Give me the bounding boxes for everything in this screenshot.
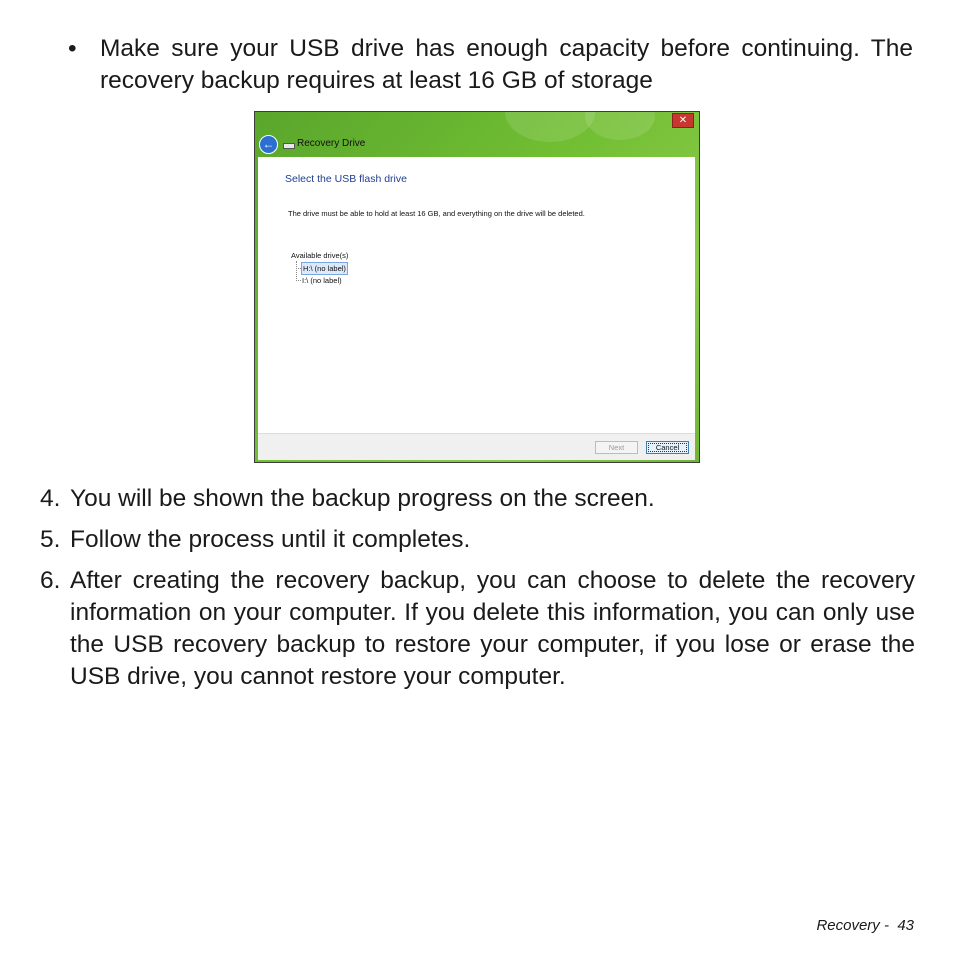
drive-item-h[interactable]: H:\ (no label) [303, 264, 346, 273]
window-title: Recovery Drive [297, 138, 366, 149]
page-footer [816, 917, 914, 934]
bullet-paragraph: Make sure your USB drive has enough capacity before continuing. The recovery backup requires at least 16 GB of storage [100, 35, 913, 94]
drive-icon [283, 143, 295, 149]
close-icon[interactable]: ✕ [672, 113, 694, 128]
step-text: After creating the recovery backup, you can choose to delete the recovery information on your computer. If you delete this information, you can only use the USB recovery backup to restore your computer, if you lose or erase the USB drive, you cannot restore your computer. [70, 567, 915, 690]
tree-connector [296, 261, 297, 281]
description-text: The drive must be able to hold at least 16 GB, and everything on the drive will be deleted. [288, 209, 585, 218]
cancel-button[interactable]: Cancel [646, 441, 689, 454]
section-title: Select the USB flash drive [285, 173, 407, 185]
drive-item-i[interactable]: I:\ (no label) [302, 276, 342, 285]
step-text: You will be shown the backup progress on the screen. [70, 485, 655, 512]
window-footer [258, 433, 695, 460]
step-text: Follow the process until it completes. [70, 526, 471, 553]
step-number: 6. [40, 567, 61, 594]
step-number: 4. [40, 485, 61, 512]
background-decoration [585, 111, 655, 140]
bullet-marker: • [68, 35, 77, 62]
available-drives-label: Available drive(s) [291, 251, 349, 260]
next-button[interactable]: Next [595, 441, 638, 454]
page-number: 43 [897, 917, 914, 934]
background-decoration [505, 111, 595, 142]
back-arrow-icon[interactable]: ← [259, 135, 278, 154]
footer-section: Recovery - [816, 917, 889, 934]
tree-connector [296, 280, 301, 281]
window-content [258, 157, 695, 433]
step-number: 5. [40, 526, 61, 553]
recovery-drive-window-screenshot [254, 111, 700, 463]
